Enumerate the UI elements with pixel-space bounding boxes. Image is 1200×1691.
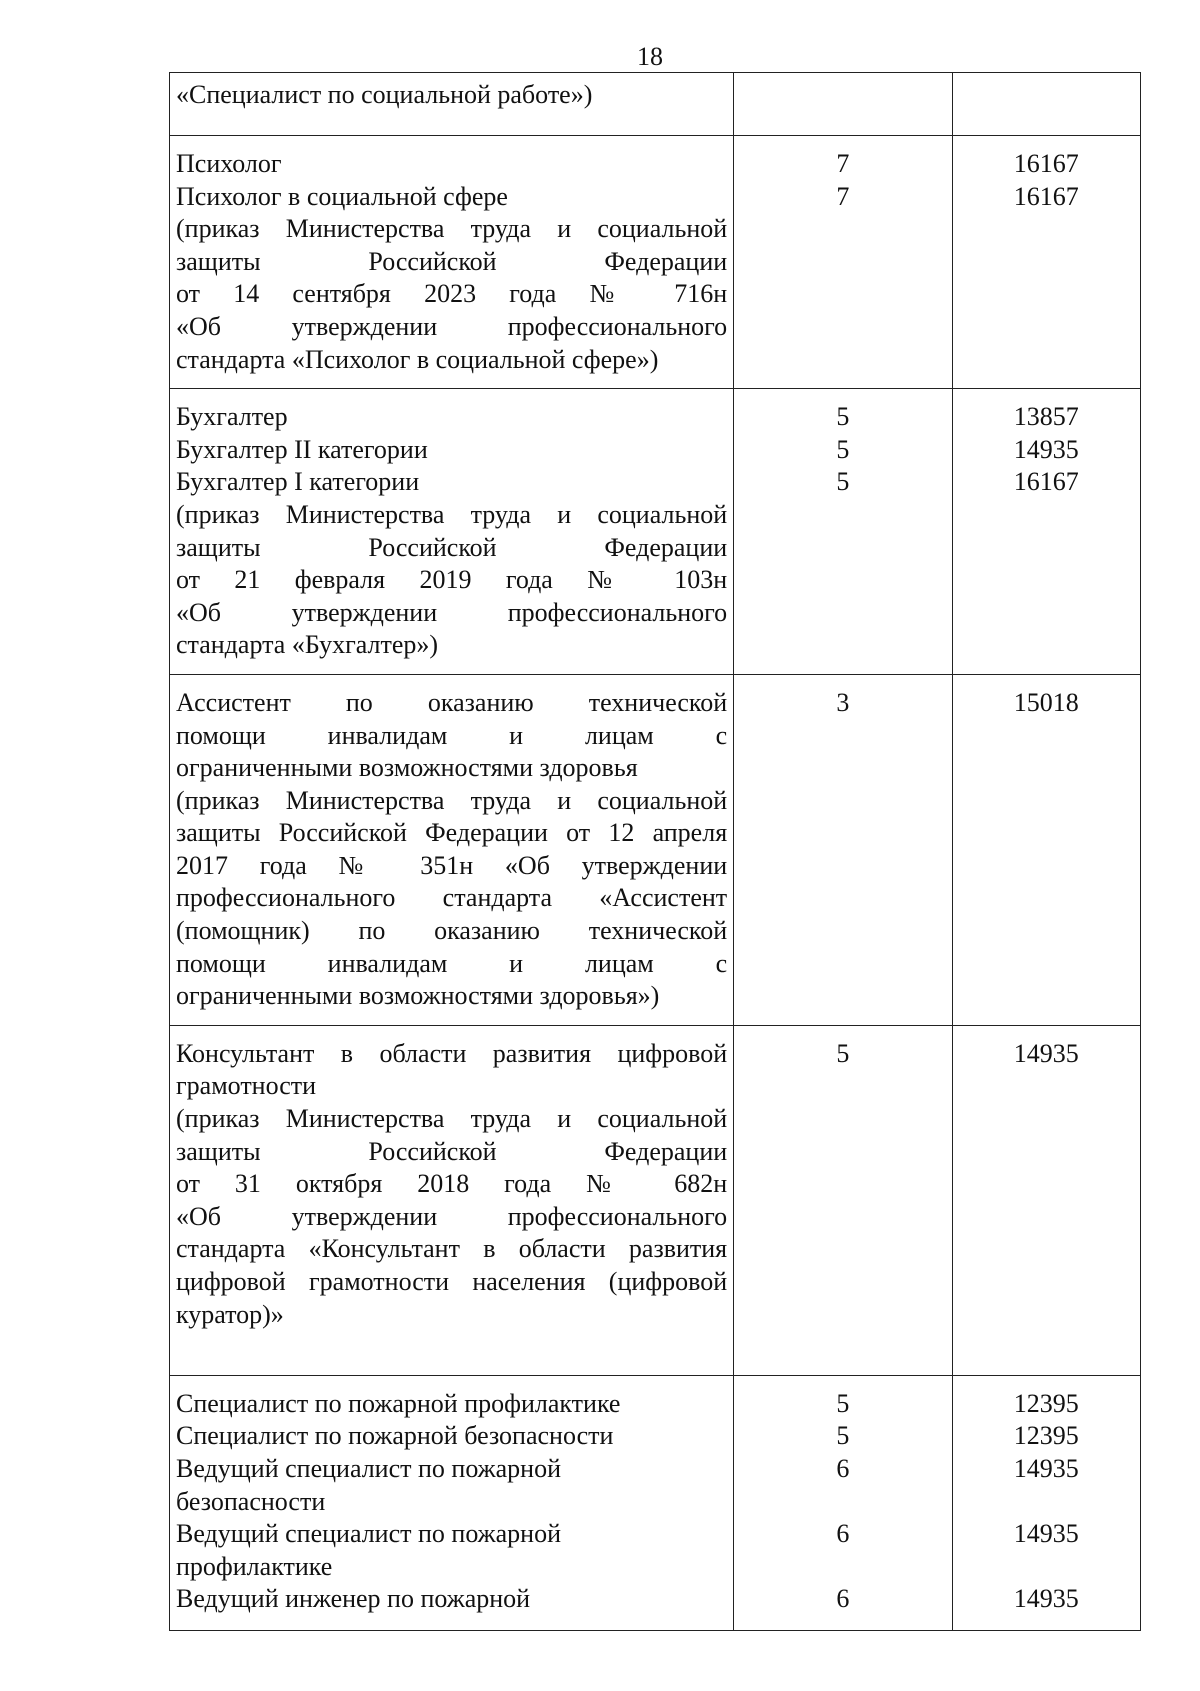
- table-row: [170, 1375, 1141, 1630]
- position-cell: [170, 1375, 734, 1630]
- position-line: помощи инвалидам и лицам с: [176, 720, 728, 750]
- level-value: 7: [836, 181, 850, 211]
- position-line: Бухгалтер I категории: [176, 467, 420, 497]
- table-row: [170, 73, 1141, 136]
- salary-value: 12395: [1013, 1388, 1079, 1418]
- position-line: Ведущий специалист по пожарной: [176, 1519, 562, 1549]
- position-line: безопасности: [176, 1486, 326, 1516]
- position-line: ограниченными возможностями здоровья: [176, 753, 638, 783]
- positions-table: [169, 72, 1141, 1631]
- salary-value: 12395: [1013, 1421, 1079, 1451]
- position-line: профилактике: [176, 1551, 333, 1581]
- level-cell: [734, 674, 952, 1025]
- level-value: 3: [836, 687, 850, 717]
- salary-value: [953, 1551, 1140, 1584]
- table-row: [170, 674, 1141, 1025]
- level-value: 5: [836, 1038, 850, 1068]
- order-line: (помощник) по оказанию технической: [176, 916, 728, 946]
- order-line: защиты Российской Федерации от 12 апреля: [176, 818, 728, 848]
- level-cell: [734, 73, 952, 136]
- position-cell: [170, 389, 734, 675]
- level-cell: [734, 136, 952, 389]
- order-line: стандарта «Бухгалтер»): [176, 630, 439, 660]
- position-line: Психолог: [176, 149, 282, 178]
- position-cell: [170, 1025, 734, 1375]
- position-line: Ведущий инженер по пожарной: [176, 1584, 531, 1614]
- salary-cell: [952, 674, 1140, 1025]
- position-line: Специалист по пожарной безопасности: [176, 1421, 614, 1451]
- salary-cell: [952, 1375, 1140, 1630]
- order-line: «Об утверждении профессионального: [176, 311, 728, 341]
- order-line: «Об утверждении профессионального: [176, 1201, 728, 1231]
- order-line: защиты Российской Федерации: [176, 1136, 728, 1166]
- table-row: [170, 1025, 1141, 1375]
- salary-value: [953, 1486, 1140, 1519]
- salary-value: 16167: [1013, 181, 1079, 211]
- salary-value: 14935: [1013, 434, 1079, 464]
- order-line: 2017 года № 351н «Об утверждении: [176, 850, 728, 880]
- position-line: «Специалист по социальной работе»): [176, 80, 593, 109]
- position-cell: [170, 73, 734, 136]
- level-value: [734, 1551, 951, 1584]
- order-line: цифровой грамотности населения (цифровой: [176, 1267, 728, 1296]
- level-value: 6: [836, 1584, 850, 1614]
- level-value: 5: [836, 1388, 850, 1418]
- page-number: 18: [637, 42, 663, 71]
- level-value: 5: [836, 1421, 850, 1451]
- position-line: Бухгалтер II категории: [176, 434, 428, 464]
- table-row: [170, 136, 1141, 389]
- position-line: грамотности: [176, 1071, 317, 1101]
- level-value: 5: [836, 467, 850, 497]
- position-line: Психолог в социальной сфере: [176, 181, 508, 211]
- order-line: «Об утверждении профессионального: [176, 597, 728, 627]
- level-value: 6: [836, 1519, 850, 1549]
- order-line: от 21 февраля 2019 года № 103н: [176, 565, 728, 595]
- salary-value: 13857: [1013, 402, 1079, 432]
- salary-cell: [952, 1025, 1140, 1375]
- order-line: защиты Российской Федерации: [176, 532, 728, 562]
- level-cell: [734, 1375, 952, 1630]
- level-value: 5: [836, 434, 850, 464]
- salary-value: 14935: [1013, 1519, 1079, 1549]
- order-line: (приказ Министерства труда и социальной: [176, 785, 728, 815]
- level-value: 6: [836, 1454, 850, 1484]
- table-row: [170, 389, 1141, 675]
- salary-cell: [952, 389, 1140, 675]
- level-value: 7: [836, 149, 850, 178]
- level-value: 5: [836, 402, 850, 432]
- order-line: стандарта «Консультант в области развития: [176, 1234, 728, 1264]
- order-line: профессионального стандарта «Ассистент: [176, 883, 728, 913]
- order-line: помощи инвалидам и лицам с: [176, 948, 728, 978]
- position-line: Ассистент по оказанию технической: [176, 687, 728, 717]
- order-line: ограниченными возможностями здоровья»): [176, 981, 660, 1011]
- position-line: Ведущий специалист по пожарной: [176, 1454, 562, 1484]
- level-value: [734, 1486, 951, 1519]
- order-line: (приказ Министерства труда и социальной: [176, 1104, 728, 1134]
- order-line: (приказ Министерства труда и социальной: [176, 214, 728, 244]
- order-line: от 31 октября 2018 года № 682н: [176, 1169, 728, 1199]
- order-line: стандарта «Психолог в социальной сфере»): [176, 344, 659, 374]
- position-line: Бухгалтер: [176, 402, 288, 432]
- position-cell: [170, 674, 734, 1025]
- order-line: защиты Российской Федерации: [176, 246, 728, 276]
- salary-value: 16167: [1013, 467, 1079, 497]
- salary-value: 14935: [1013, 1454, 1079, 1484]
- position-line: Специалист по пожарной профилактике: [176, 1388, 621, 1418]
- salary-cell: [952, 136, 1140, 389]
- salary-value: 15018: [1013, 687, 1079, 717]
- order-line: куратор)»: [176, 1299, 284, 1329]
- salary-value: 16167: [1013, 149, 1079, 178]
- position-line: Консультант в области развития цифровой: [176, 1038, 728, 1068]
- order-line: от 14 сентября 2023 года № 716н: [176, 279, 728, 309]
- salary-value: 14935: [1013, 1038, 1079, 1068]
- salary-value: 14935: [1013, 1584, 1079, 1614]
- order-line: (приказ Министерства труда и социальной: [176, 499, 728, 529]
- level-cell: [734, 1025, 952, 1375]
- salary-cell: [952, 73, 1140, 136]
- position-cell: [170, 136, 734, 389]
- level-cell: [734, 389, 952, 675]
